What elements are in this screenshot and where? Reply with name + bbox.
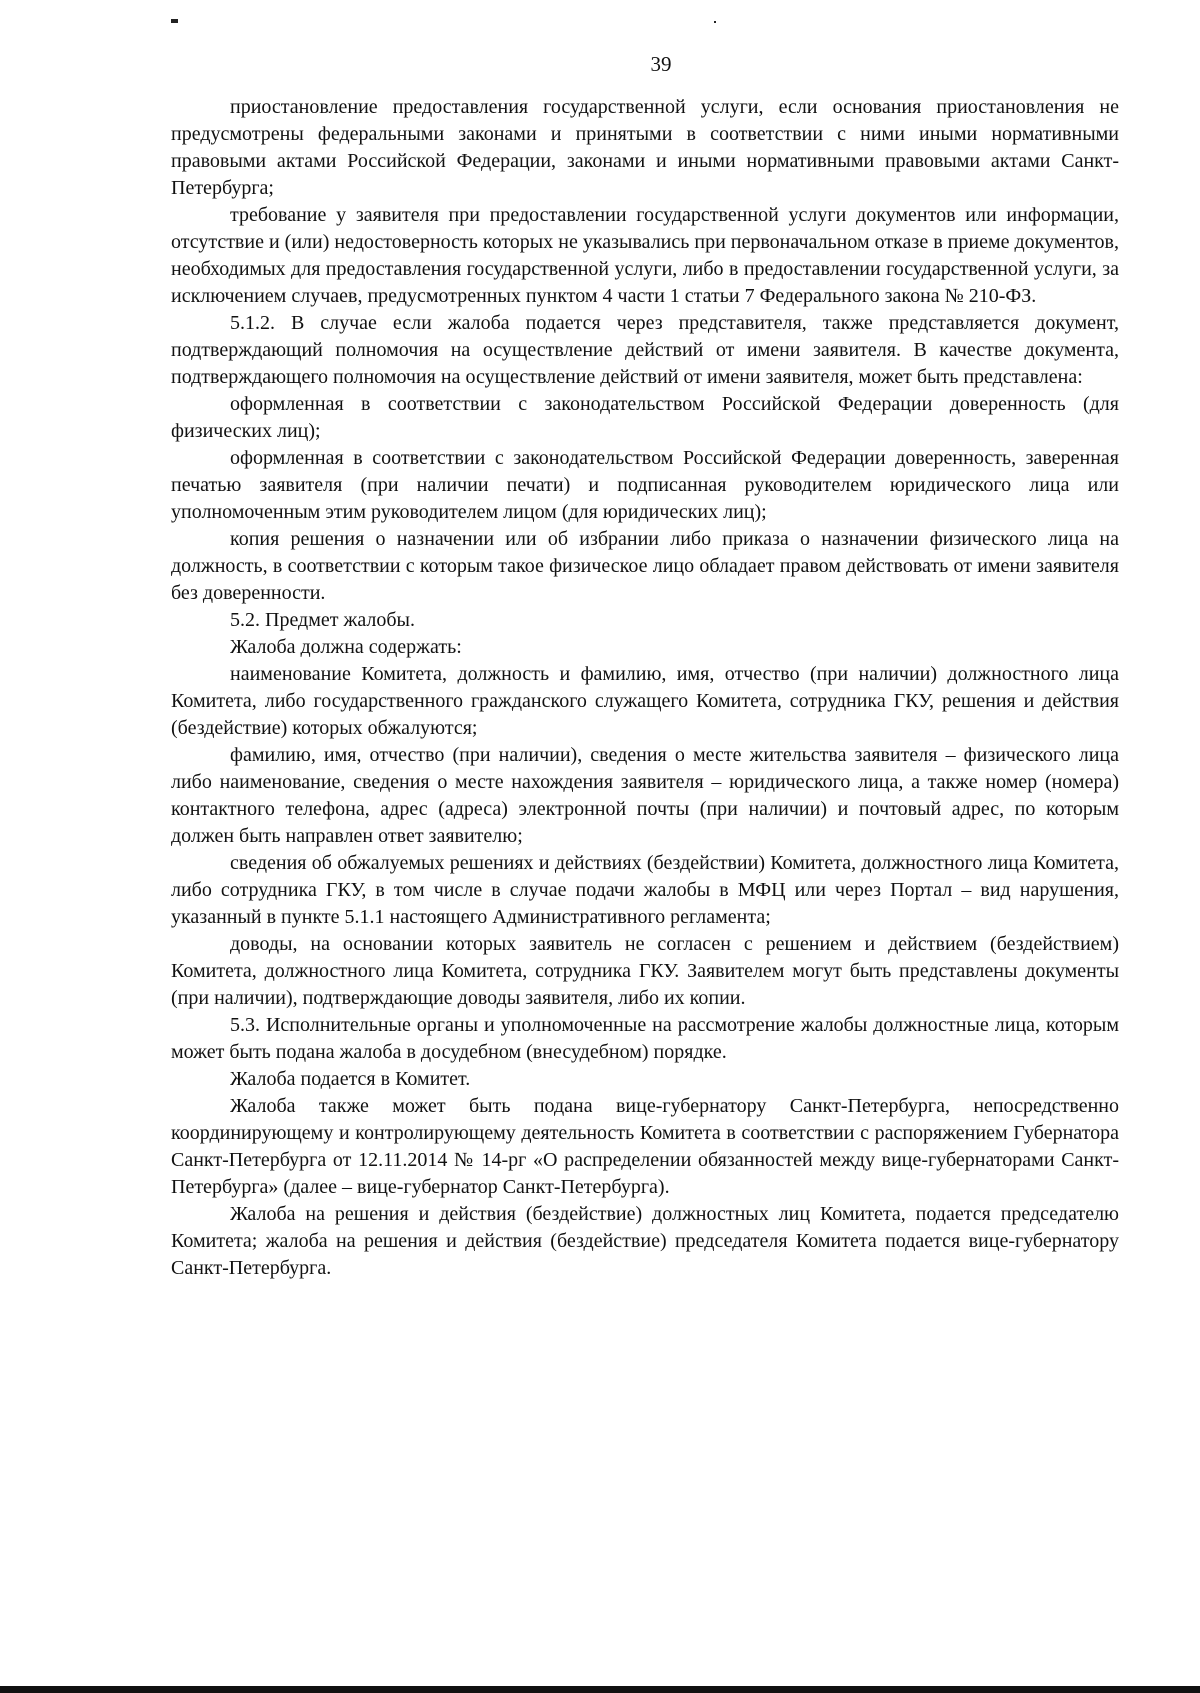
paragraph-section-5-2-heading: 5.2. Предмет жалобы.	[230, 609, 415, 631]
paragraph-power-of-attorney-legal: оформленная в соответствии с законодательством Российской Федерации доверенность, заверенная печатью заявителя (при наличии печати) и подписанная руководителем юридического лица или уполномоченным этим руководителем лицом (для юридических лиц);	[171, 447, 1119, 523]
paragraph-section-5-1-2: 5.1.2. В случае если жалоба подается через представителя, также представляется документ, подтверждающий полномочия на осуществление действий от имени заявителя. В качестве документа, подтверждающего полномочия на осуществление действий от имени заявителя, может быть представлена:	[171, 312, 1119, 388]
paragraph-section-5-3: 5.3. Исполнительные органы и уполномоченные на рассмотрение жалобы должностные лица, которым может быть подана жалоба в досудебном (внесудебном) порядке.	[171, 1014, 1119, 1063]
paragraph-filed-with-committee: Жалоба подается в Комитет.	[230, 1068, 471, 1090]
paragraph-vice-governor: Жалоба также может быть подана вице-губернатору Санкт-Петербурга, непосредственно координирующему и контролирующему деятельность Комитета в соответствии с распоряжением Губернатора Санкт-Петербурга от 12.11.2014 № 14-рг «О распределении обязанностей между вице-губернаторами Санкт-Петербурга» (далее – вице-губернатор Санкт-Петербурга).	[171, 1095, 1119, 1198]
page-number: 39	[650, 52, 672, 76]
paragraph-committee-name: наименование Комитета, должность и фамилию, имя, отчество (при наличии) должностного лица Комитета, либо государственного гражданского служащего Комитета, сотрудника ГКУ, решения и действия (бездействие) которых обжалуются;	[171, 663, 1119, 739]
paragraph-arguments: доводы, на основании которых заявитель не согласен с решением и действием (бездействием) Комитета, должностного лица Комитета, сотрудника ГКУ. Заявителем могут быть представлены документы (при наличии), подтверждающие доводы заявителя, либо их копии.	[171, 933, 1119, 1009]
scan-mark-right	[714, 21, 716, 23]
paragraph-complaint-contents-intro: Жалоба должна содержать:	[230, 636, 462, 658]
scan-bottom-edge	[0, 1686, 1200, 1693]
paragraph-appointment-copy: копия решения о назначении или об избрании либо приказа о назначении физического лица на должность, в соответствии с которым такое физическое лицо обладает правом действовать от имени заявителя без доверенности.	[171, 528, 1119, 604]
paragraph-power-of-attorney-individuals: оформленная в соответствии с законодательством Российской Федерации доверенность (для физических лиц);	[171, 393, 1119, 442]
paragraph-appealed-decisions: сведения об обжалуемых решениях и действиях (бездействии) Комитета, должностного лица Комитета, либо сотрудника ГКУ, в том числе в случае подачи жалобы в МФЦ или через Портал – вид нарушения, указанный в пункте 5.1.1 настоящего Административного регламента;	[171, 852, 1119, 928]
scan-mark-left	[171, 19, 178, 23]
paragraph-suspension-grounds: приостановление предоставления государственной услуги, если основания приостановления не предусмотрены федеральными законами и принятыми в соответствии с ними иными нормативными правовыми актами Российской Федерации, законами и иными нормативными правовыми актами Санкт-Петербурга;	[171, 96, 1119, 199]
paragraph-chairman: Жалоба на решения и действия (бездействие) должностных лиц Комитета, подается председателю Комитета; жалоба на решения и действия (бездействие) председателя Комитета подается вице-губернатору Санкт-Петербурга.	[171, 1203, 1119, 1279]
document-body	[171, 94, 1119, 1282]
paragraph-document-requirement: требование у заявителя при предоставлении государственной услуги документов или информации, отсутствие и (или) недостоверность которых не указывались при первоначальном отказе в приеме документов, необходимых для предоставления государственной услуги, либо в предоставлении государственной услуги, за исключением случаев, предусмотренных пунктом 4 части 1 статьи 7 Федерального закона № 210-ФЗ.	[171, 204, 1119, 307]
paragraph-applicant-details: фамилию, имя, отчество (при наличии), сведения о месте жительства заявителя – физического лица либо наименование, сведения о месте нахождения заявителя – юридического лица, а также номер (номера) контактного телефона, адрес (адреса) электронной почты (при наличии) и почтовый адрес, по которым должен быть направлен ответ заявителю;	[171, 744, 1119, 847]
